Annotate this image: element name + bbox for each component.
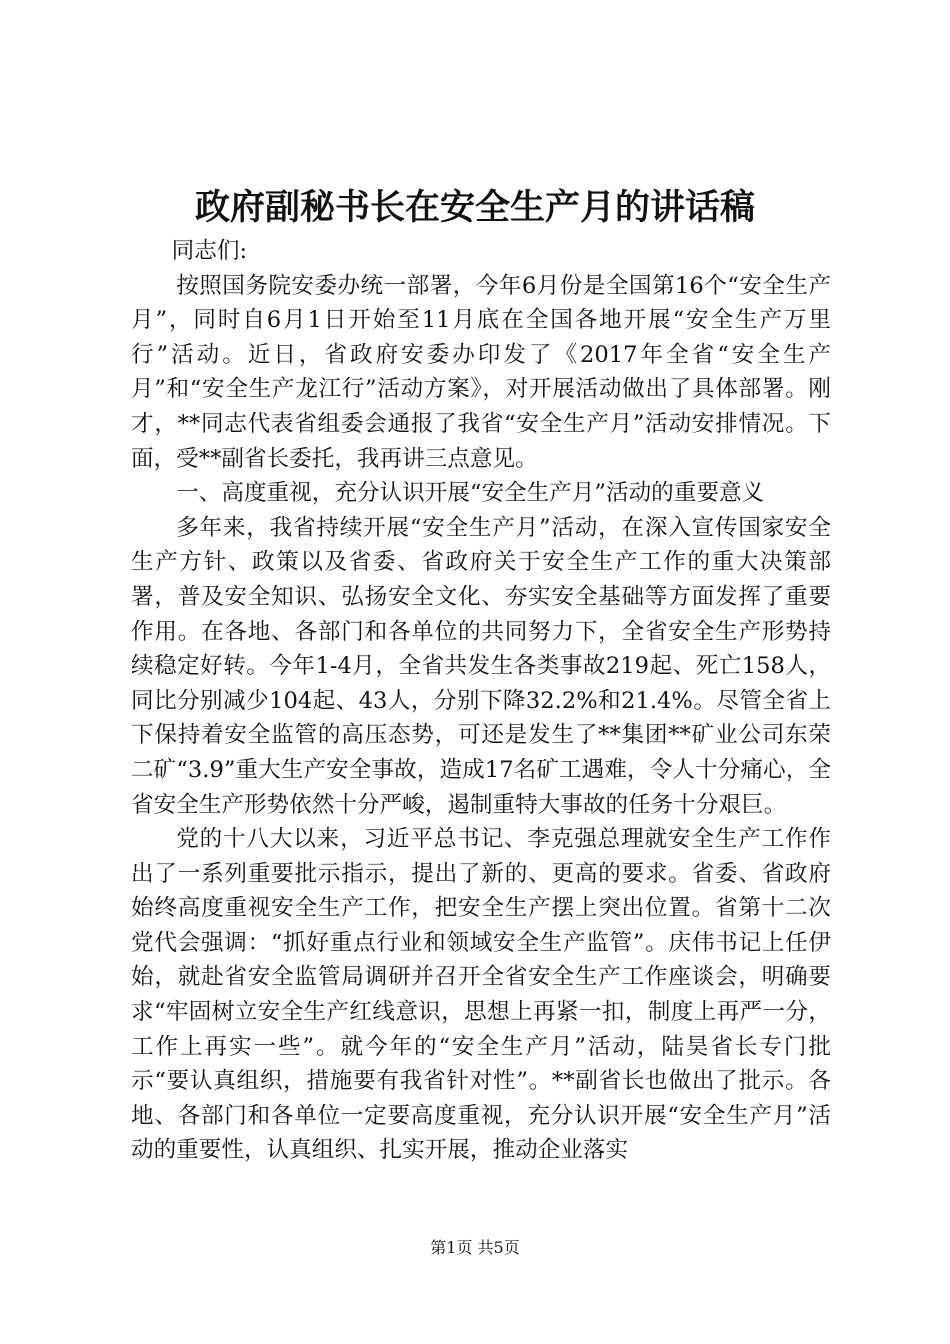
paragraph-history: 多年来，我省持续开展“安全生产月”活动，在深入宣传国家安全生产方针、政策以及省委、省政府关于安全生产工作的重大决策部署，普及安全知识、弘扬安全文化、夯实安全基础等方面发挥了重要作用。在各地、各部门和各单位的共同努力下，全省安全生产形势持续稳定好转。今年1-4月，全省共发生各类事故219起、死亡158人，同比分别减少104起、43人，分别下降32.2%和21.4%。尽管全省上下保持着安全监管的高压态势，可还是发生了**集团**矿业公司东荣二矿“3.9”重大生产安全事故，造成17名矿工遇难，令人十分痛心，全省安全生产形势依然十分严峻，遏制重特大事故的任务十分艰巨。 [131, 514, 831, 818]
document-body [131, 234, 831, 1168]
paragraph-intro: 按照国务院安委办统一部署，今年6月份是全国第16个“安全生产月”，同时自6月1日开始至11月底在全国各地开展“安全生产万里行”活动。近日，省政府安委办印发了《2017年全省“安全生产月”和“安全生产龙江行”活动方案》，对开展活动做出了具体部署。刚才，**同志代表省组委会通报了我省“安全生产月”活动安排情况。下面，受**副省长委托，我再讲三点意见。 [131, 272, 831, 472]
document-title: 政府副秘书长在安全生产月的讲话稿 [194, 187, 755, 228]
paragraph-requirements: 党的十八大以来，习近平总书记、李克强总理就安全生产工作作出了一系列重要批示指示，提出了新的、更高的要求。省委、省政府始终高度重视安全生产工作，把安全生产摆上突出位置。省第十二次党代会强调：“抓好重点行业和领域安全生产监管”。庆伟书记上任伊始，就赴省安全监管局调研并召开全省安全生产工作座谈会，明确要求“牢固树立安全生产红线意识，思想上再紧一扣，制度上再严一分，工作上再实一些”。就今年的“安全生产月”活动，陆昊省长专门批示“要认真组织，措施要有我省针对性”。**副省长也做出了批示。各地、各部门和各单位一定要高度重视，充分认识开展“安全生产月”活动的重要性，认真组织、扎实开展，推动企业落实 [131, 826, 831, 1164]
page-number-footer: 第1页 共5页 [430, 1238, 520, 1257]
section-heading-one: 一、高度重视，充分认识开展“安全生产月”活动的重要意义 [176, 480, 765, 507]
greeting: 同志们: [171, 238, 248, 264]
